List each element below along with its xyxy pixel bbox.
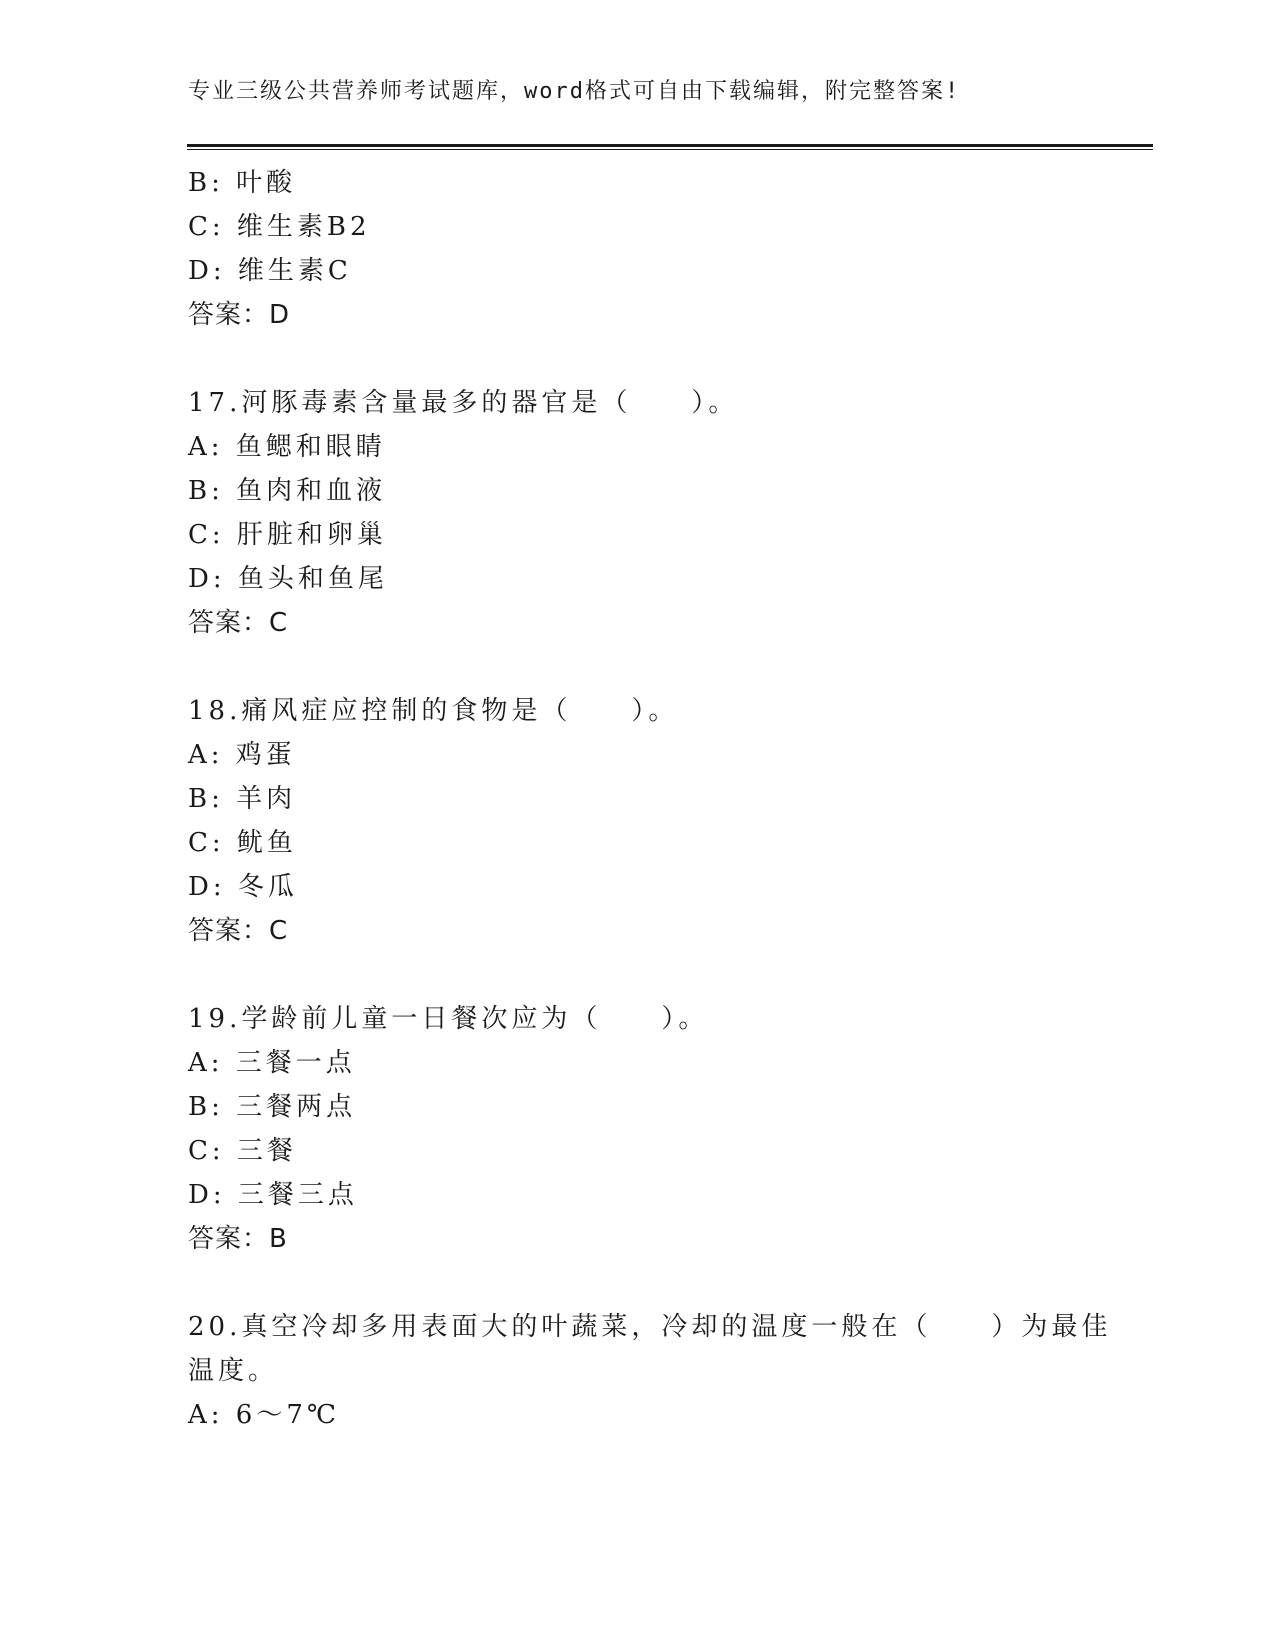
question-17: 17.河豚毒素含量最多的器官是（ ）。 xyxy=(188,388,739,418)
option-a-q19: A: 三餐一点 xyxy=(188,1048,356,1078)
option-a-q20: A: 6～7℃ xyxy=(188,1400,340,1430)
option-b-q17: B: 鱼肉和血液 xyxy=(188,476,387,506)
option-a-q18: A: 鸡蛋 xyxy=(188,740,296,770)
option-d-q16: D: 维生素C xyxy=(188,256,352,286)
option-b-q19: B: 三餐两点 xyxy=(188,1092,357,1122)
answer-q17: 答案：C xyxy=(188,608,289,638)
option-c-q17: C: 肝脏和卵巢 xyxy=(188,520,387,550)
answer-q16: 答案：D xyxy=(188,300,291,330)
option-d-q18: D: 冬瓜 xyxy=(188,872,298,902)
question-20: 20.真空冷却多用表面大的叶蔬菜，冷却的温度一般在（ ）为最佳 xyxy=(188,1312,1112,1342)
option-c-q18: C: 鱿鱼 xyxy=(188,828,297,858)
option-c-q16: C: 维生素B2 xyxy=(188,212,371,242)
option-d-q17: D: 鱼头和鱼尾 xyxy=(188,564,388,594)
answer-q18: 答案：C xyxy=(188,916,289,946)
question-20-continued: 温度。 xyxy=(188,1356,279,1386)
option-d-q19: D: 三餐三点 xyxy=(188,1180,358,1210)
option-b-q16: B: 叶酸 xyxy=(188,168,297,198)
page-header: 专业三级公共营养师考试题库，word格式可自由下载编辑，附完整答案! xyxy=(188,79,961,104)
question-18: 18.痛风症应控制的食物是（ ）。 xyxy=(188,696,679,726)
question-19: 19.学龄前儿童一日餐次应为（ ）。 xyxy=(188,1004,709,1034)
header-divider xyxy=(187,144,1153,150)
option-a-q17: A: 鱼鳃和眼睛 xyxy=(188,432,386,462)
option-c-q19: C: 三餐 xyxy=(188,1136,297,1166)
option-b-q18: B: 羊肉 xyxy=(188,784,297,814)
answer-q19: 答案：B xyxy=(188,1224,288,1254)
